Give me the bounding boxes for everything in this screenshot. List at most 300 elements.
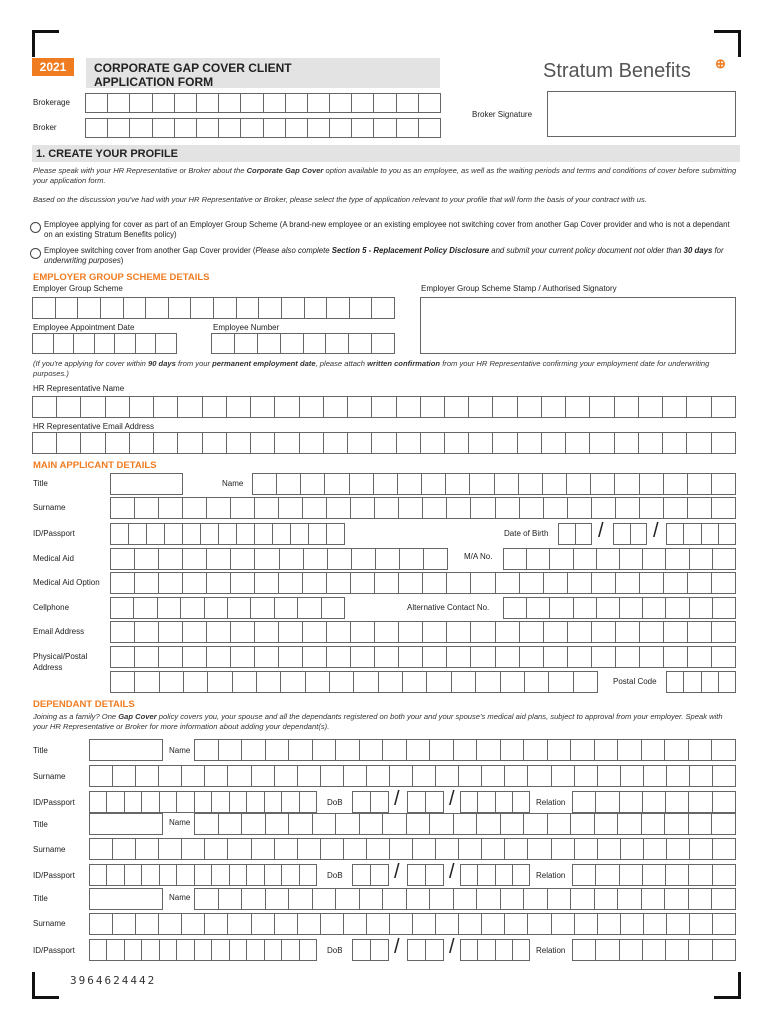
char-box[interactable] xyxy=(285,118,307,138)
char-box[interactable] xyxy=(689,548,712,570)
char-box[interactable] xyxy=(642,791,665,813)
char-box[interactable] xyxy=(324,473,348,495)
char-box[interactable] xyxy=(615,497,639,519)
char-box[interactable] xyxy=(664,888,688,910)
char-box[interactable] xyxy=(470,621,494,643)
char-box[interactable] xyxy=(565,396,589,418)
dep3-dob-day-input[interactable] xyxy=(352,939,389,961)
char-box[interactable] xyxy=(614,432,638,454)
char-box[interactable] xyxy=(617,813,641,835)
char-box[interactable] xyxy=(446,572,470,594)
dep3-name-input[interactable] xyxy=(194,888,736,910)
char-box[interactable] xyxy=(389,765,412,787)
char-box[interactable] xyxy=(500,671,524,693)
char-box[interactable] xyxy=(371,297,395,319)
char-box[interactable] xyxy=(418,118,441,138)
char-box[interactable] xyxy=(712,838,736,860)
char-box[interactable] xyxy=(181,765,204,787)
char-box[interactable] xyxy=(312,888,336,910)
dep2-id-input[interactable] xyxy=(89,864,317,886)
char-box[interactable] xyxy=(190,297,213,319)
char-box[interactable] xyxy=(460,864,477,886)
char-box[interactable] xyxy=(366,765,389,787)
char-box[interactable] xyxy=(134,497,158,519)
char-box[interactable] xyxy=(207,671,231,693)
char-box[interactable] xyxy=(500,739,524,761)
char-box[interactable] xyxy=(320,765,343,787)
char-box[interactable] xyxy=(543,621,567,643)
char-box[interactable] xyxy=(335,813,359,835)
dep1-id-input[interactable] xyxy=(89,791,317,813)
char-box[interactable] xyxy=(374,646,398,668)
char-box[interactable] xyxy=(218,523,236,545)
char-box[interactable] xyxy=(157,597,180,619)
char-box[interactable] xyxy=(124,791,141,813)
char-box[interactable] xyxy=(688,791,711,813)
cellphone-input[interactable] xyxy=(110,597,345,619)
char-box[interactable] xyxy=(254,497,278,519)
char-box[interactable] xyxy=(288,813,312,835)
char-box[interactable] xyxy=(285,93,307,113)
char-box[interactable] xyxy=(453,888,477,910)
char-box[interactable] xyxy=(176,791,193,813)
char-box[interactable] xyxy=(543,497,567,519)
char-box[interactable] xyxy=(495,621,519,643)
char-box[interactable] xyxy=(257,333,280,354)
broker-input[interactable] xyxy=(85,118,441,138)
char-box[interactable] xyxy=(352,939,370,961)
char-box[interactable] xyxy=(595,939,618,961)
ma-no-input[interactable] xyxy=(503,548,736,570)
char-box[interactable] xyxy=(421,473,445,495)
char-box[interactable] xyxy=(429,813,453,835)
char-box[interactable] xyxy=(263,93,285,113)
char-box[interactable] xyxy=(182,497,206,519)
char-box[interactable] xyxy=(619,597,642,619)
char-box[interactable] xyxy=(566,473,590,495)
char-box[interactable] xyxy=(153,396,177,418)
char-box[interactable] xyxy=(422,572,446,594)
char-box[interactable] xyxy=(429,739,453,761)
dep3-dob-month-input[interactable] xyxy=(407,939,444,961)
char-box[interactable] xyxy=(251,913,274,935)
char-box[interactable] xyxy=(141,864,158,886)
char-box[interactable] xyxy=(683,523,700,545)
char-box[interactable] xyxy=(406,739,430,761)
char-box[interactable] xyxy=(226,396,250,418)
char-box[interactable] xyxy=(526,548,549,570)
char-box[interactable] xyxy=(176,864,193,886)
char-box[interactable] xyxy=(32,297,55,319)
char-box[interactable] xyxy=(558,523,575,545)
char-box[interactable] xyxy=(371,396,395,418)
char-box[interactable] xyxy=(240,93,262,113)
char-box[interactable] xyxy=(350,572,374,594)
char-box[interactable] xyxy=(594,888,618,910)
char-box[interactable] xyxy=(158,572,182,594)
char-box[interactable] xyxy=(665,597,688,619)
char-box[interactable] xyxy=(281,791,298,813)
char-box[interactable] xyxy=(158,765,181,787)
char-box[interactable] xyxy=(374,497,398,519)
char-box[interactable] xyxy=(323,396,347,418)
char-box[interactable] xyxy=(666,765,689,787)
char-box[interactable] xyxy=(307,118,329,138)
char-box[interactable] xyxy=(300,473,324,495)
char-box[interactable] xyxy=(100,297,123,319)
char-box[interactable] xyxy=(302,621,326,643)
char-box[interactable] xyxy=(500,813,524,835)
char-box[interactable] xyxy=(517,432,541,454)
char-box[interactable] xyxy=(689,597,712,619)
char-box[interactable] xyxy=(326,297,349,319)
char-box[interactable] xyxy=(666,671,683,693)
char-box[interactable] xyxy=(353,671,377,693)
char-box[interactable] xyxy=(146,523,164,545)
char-box[interactable] xyxy=(512,864,530,886)
char-box[interactable] xyxy=(523,813,547,835)
dep2-title-input[interactable] xyxy=(89,813,163,835)
char-box[interactable] xyxy=(373,93,395,113)
dep1-relation-input[interactable] xyxy=(572,791,736,813)
char-box[interactable] xyxy=(639,497,663,519)
char-box[interactable] xyxy=(176,939,193,961)
char-box[interactable] xyxy=(575,523,593,545)
char-box[interactable] xyxy=(689,913,712,935)
char-box[interactable] xyxy=(711,739,736,761)
char-box[interactable] xyxy=(230,572,254,594)
char-box[interactable] xyxy=(232,671,256,693)
char-box[interactable] xyxy=(541,432,565,454)
char-box[interactable] xyxy=(481,838,504,860)
char-box[interactable] xyxy=(218,739,242,761)
char-box[interactable] xyxy=(469,473,493,495)
char-box[interactable] xyxy=(526,597,549,619)
char-box[interactable] xyxy=(250,597,273,619)
char-box[interactable] xyxy=(94,333,115,354)
char-box[interactable] xyxy=(85,93,107,113)
char-box[interactable] xyxy=(213,297,236,319)
char-box[interactable] xyxy=(153,432,177,454)
char-box[interactable] xyxy=(206,646,230,668)
char-box[interactable] xyxy=(227,597,250,619)
char-box[interactable] xyxy=(663,497,687,519)
char-box[interactable] xyxy=(230,621,254,643)
char-box[interactable] xyxy=(503,597,526,619)
char-box[interactable] xyxy=(305,671,329,693)
char-box[interactable] xyxy=(158,548,182,570)
char-box[interactable] xyxy=(613,523,630,545)
char-box[interactable] xyxy=(263,118,285,138)
char-box[interactable] xyxy=(619,864,642,886)
char-box[interactable] xyxy=(110,646,134,668)
char-box[interactable] xyxy=(129,396,153,418)
char-box[interactable] xyxy=(134,572,158,594)
char-box[interactable] xyxy=(106,791,123,813)
char-box[interactable] xyxy=(299,396,323,418)
char-box[interactable] xyxy=(712,791,736,813)
char-box[interactable] xyxy=(73,333,94,354)
char-box[interactable] xyxy=(326,621,350,643)
char-box[interactable] xyxy=(158,913,181,935)
char-box[interactable] xyxy=(347,396,371,418)
char-box[interactable] xyxy=(688,888,712,910)
char-box[interactable] xyxy=(662,432,686,454)
char-box[interactable] xyxy=(56,396,80,418)
char-box[interactable] xyxy=(106,864,123,886)
char-box[interactable] xyxy=(343,765,366,787)
char-box[interactable] xyxy=(159,939,176,961)
char-box[interactable] xyxy=(303,333,326,354)
char-box[interactable] xyxy=(211,333,234,354)
applicant-dob-month-input[interactable] xyxy=(613,523,647,545)
char-box[interactable] xyxy=(663,473,687,495)
char-box[interactable] xyxy=(335,739,359,761)
char-box[interactable] xyxy=(642,548,665,570)
char-box[interactable] xyxy=(396,396,420,418)
char-box[interactable] xyxy=(182,621,206,643)
char-box[interactable] xyxy=(204,913,227,935)
char-box[interactable] xyxy=(519,497,543,519)
char-box[interactable] xyxy=(688,739,712,761)
char-box[interactable] xyxy=(32,432,56,454)
char-box[interactable] xyxy=(349,297,372,319)
char-box[interactable] xyxy=(573,671,598,693)
char-box[interactable] xyxy=(196,93,218,113)
char-box[interactable] xyxy=(272,523,290,545)
char-box[interactable] xyxy=(398,572,422,594)
char-box[interactable] xyxy=(476,813,500,835)
char-box[interactable] xyxy=(168,297,191,319)
char-box[interactable] xyxy=(591,646,615,668)
char-box[interactable] xyxy=(158,646,182,668)
brokerage-input[interactable] xyxy=(85,93,441,113)
char-box[interactable] xyxy=(375,548,399,570)
char-box[interactable] xyxy=(639,572,663,594)
char-box[interactable] xyxy=(570,888,594,910)
char-box[interactable] xyxy=(299,939,317,961)
char-box[interactable] xyxy=(53,333,74,354)
char-box[interactable] xyxy=(519,646,543,668)
char-box[interactable] xyxy=(543,572,567,594)
char-box[interactable] xyxy=(302,497,326,519)
char-box[interactable] xyxy=(527,913,550,935)
char-box[interactable] xyxy=(110,497,134,519)
char-box[interactable] xyxy=(399,548,423,570)
char-box[interactable] xyxy=(258,297,281,319)
char-box[interactable] xyxy=(519,621,543,643)
char-box[interactable] xyxy=(359,739,383,761)
char-box[interactable] xyxy=(351,93,373,113)
char-box[interactable] xyxy=(406,813,430,835)
char-box[interactable] xyxy=(701,671,718,693)
char-box[interactable] xyxy=(226,432,250,454)
char-box[interactable] xyxy=(573,597,596,619)
char-box[interactable] xyxy=(181,913,204,935)
char-box[interactable] xyxy=(470,572,494,594)
char-box[interactable] xyxy=(542,473,566,495)
char-box[interactable] xyxy=(274,765,297,787)
char-box[interactable] xyxy=(718,671,736,693)
char-box[interactable] xyxy=(446,497,470,519)
char-box[interactable] xyxy=(495,572,519,594)
char-box[interactable] xyxy=(382,739,406,761)
char-box[interactable] xyxy=(615,646,639,668)
char-box[interactable] xyxy=(174,93,196,113)
char-box[interactable] xyxy=(194,739,218,761)
char-box[interactable] xyxy=(155,333,177,354)
char-box[interactable] xyxy=(422,621,446,643)
appointment-date-input[interactable] xyxy=(32,333,177,354)
char-box[interactable] xyxy=(352,864,370,886)
char-box[interactable] xyxy=(370,939,389,961)
char-box[interactable] xyxy=(124,939,141,961)
char-box[interactable] xyxy=(323,432,347,454)
char-box[interactable] xyxy=(398,497,422,519)
char-box[interactable] xyxy=(211,864,228,886)
char-box[interactable] xyxy=(458,838,481,860)
char-box[interactable] xyxy=(567,646,591,668)
char-box[interactable] xyxy=(89,838,112,860)
char-box[interactable] xyxy=(549,597,572,619)
char-box[interactable] xyxy=(397,473,421,495)
char-box[interactable] xyxy=(264,864,281,886)
char-box[interactable] xyxy=(89,791,106,813)
char-box[interactable] xyxy=(666,523,683,545)
char-box[interactable] xyxy=(182,523,200,545)
char-box[interactable] xyxy=(134,646,158,668)
char-box[interactable] xyxy=(325,333,348,354)
char-box[interactable] xyxy=(664,813,688,835)
char-box[interactable] xyxy=(666,913,689,935)
char-box[interactable] xyxy=(477,864,494,886)
char-box[interactable] xyxy=(711,497,736,519)
char-box[interactable] xyxy=(412,913,435,935)
char-box[interactable] xyxy=(250,432,274,454)
char-box[interactable] xyxy=(458,913,481,935)
char-box[interactable] xyxy=(523,888,547,910)
char-box[interactable] xyxy=(492,396,516,418)
char-box[interactable] xyxy=(570,739,594,761)
char-box[interactable] xyxy=(297,765,320,787)
employee-number-input[interactable] xyxy=(211,333,395,354)
postal-code-input[interactable] xyxy=(666,671,736,693)
char-box[interactable] xyxy=(194,939,211,961)
char-box[interactable] xyxy=(158,621,182,643)
char-box[interactable] xyxy=(711,396,736,418)
char-box[interactable] xyxy=(274,597,297,619)
char-box[interactable] xyxy=(280,333,303,354)
dep2-name-input[interactable] xyxy=(194,813,736,835)
char-box[interactable] xyxy=(407,791,425,813)
char-box[interactable] xyxy=(218,118,240,138)
char-box[interactable] xyxy=(503,548,526,570)
char-box[interactable] xyxy=(105,432,129,454)
char-box[interactable] xyxy=(615,621,639,643)
char-box[interactable] xyxy=(329,671,353,693)
char-box[interactable] xyxy=(446,621,470,643)
char-box[interactable] xyxy=(429,888,453,910)
char-box[interactable] xyxy=(227,913,250,935)
char-box[interactable] xyxy=(547,739,571,761)
char-box[interactable] xyxy=(141,939,158,961)
char-box[interactable] xyxy=(302,572,326,594)
char-box[interactable] xyxy=(194,813,218,835)
char-box[interactable] xyxy=(180,597,203,619)
char-box[interactable] xyxy=(206,572,230,594)
char-box[interactable] xyxy=(202,432,226,454)
char-box[interactable] xyxy=(350,621,374,643)
char-box[interactable] xyxy=(541,396,565,418)
char-box[interactable] xyxy=(589,396,613,418)
char-box[interactable] xyxy=(639,473,663,495)
char-box[interactable] xyxy=(77,297,100,319)
applicant-name-input[interactable] xyxy=(252,473,736,495)
char-box[interactable] xyxy=(164,523,182,545)
char-box[interactable] xyxy=(281,297,304,319)
char-box[interactable] xyxy=(200,523,218,545)
char-box[interactable] xyxy=(110,621,134,643)
char-box[interactable] xyxy=(327,548,351,570)
char-box[interactable] xyxy=(712,939,736,961)
char-box[interactable] xyxy=(412,838,435,860)
char-box[interactable] xyxy=(202,396,226,418)
char-box[interactable] xyxy=(303,548,327,570)
char-box[interactable] xyxy=(254,523,272,545)
dep1-name-input[interactable] xyxy=(194,739,736,761)
char-box[interactable] xyxy=(196,118,218,138)
char-box[interactable] xyxy=(321,597,345,619)
char-box[interactable] xyxy=(183,671,207,693)
char-box[interactable] xyxy=(460,791,477,813)
char-box[interactable] xyxy=(396,93,418,113)
alt-contact-input[interactable] xyxy=(503,597,736,619)
char-box[interactable] xyxy=(567,621,591,643)
char-box[interactable] xyxy=(619,939,642,961)
char-box[interactable] xyxy=(114,333,135,354)
char-box[interactable] xyxy=(687,646,711,668)
char-box[interactable] xyxy=(230,646,254,668)
char-box[interactable] xyxy=(523,739,547,761)
char-box[interactable] xyxy=(512,791,530,813)
char-box[interactable] xyxy=(326,523,345,545)
char-box[interactable] xyxy=(597,913,620,935)
char-box[interactable] xyxy=(445,473,469,495)
char-box[interactable] xyxy=(574,913,597,935)
char-box[interactable] xyxy=(230,497,254,519)
char-box[interactable] xyxy=(241,813,265,835)
char-box[interactable] xyxy=(639,621,663,643)
char-box[interactable] xyxy=(159,671,183,693)
char-box[interactable] xyxy=(343,913,366,935)
char-box[interactable] xyxy=(712,765,736,787)
char-box[interactable] xyxy=(335,888,359,910)
char-box[interactable] xyxy=(407,939,425,961)
char-box[interactable] xyxy=(211,791,228,813)
char-box[interactable] xyxy=(389,913,412,935)
char-box[interactable] xyxy=(204,765,227,787)
char-box[interactable] xyxy=(347,432,371,454)
char-box[interactable] xyxy=(182,548,206,570)
char-box[interactable] xyxy=(477,939,494,961)
char-box[interactable] xyxy=(565,432,589,454)
char-box[interactable] xyxy=(218,888,242,910)
char-box[interactable] xyxy=(227,765,250,787)
char-box[interactable] xyxy=(252,473,276,495)
char-box[interactable] xyxy=(435,913,458,935)
char-box[interactable] xyxy=(547,813,571,835)
char-box[interactable] xyxy=(112,913,135,935)
